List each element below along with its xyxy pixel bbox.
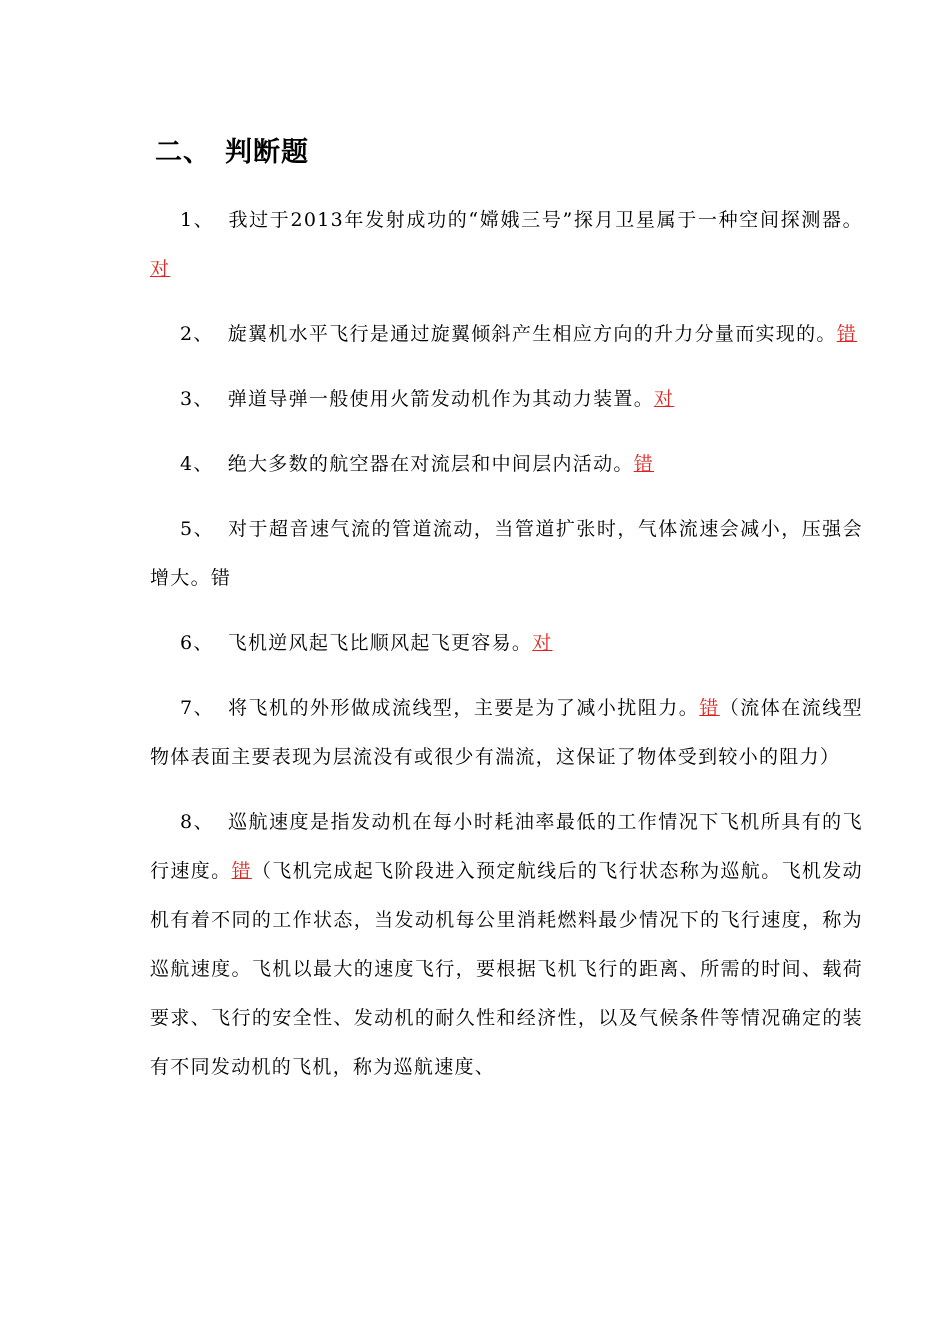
question-number: 1、 xyxy=(180,209,215,231)
question-text: 对于超音速气流的管道流动，当管道扩张时，气体流速会减小，压强会增大。 xyxy=(150,518,863,589)
question-number: 5、 xyxy=(180,518,215,540)
question-text: 旋翼机水平飞行是通过旋翼倾斜产生相应方向的升力分量而实现的。 xyxy=(227,323,837,345)
question-number: 2、 xyxy=(180,323,214,345)
answer-mark: 错 xyxy=(210,567,232,589)
answer-mark: 错 xyxy=(633,453,655,475)
question-number: 4、 xyxy=(180,453,214,475)
question-item xyxy=(150,375,863,424)
section-heading: 判断题 xyxy=(225,137,309,168)
section-title xyxy=(155,130,309,169)
question-item xyxy=(150,440,863,489)
answer-mark: 错 xyxy=(836,323,858,345)
question-text: 弹道导弹一般使用火箭发动机作为其动力装置。 xyxy=(227,388,655,410)
answer-explanation: （流体在流线型物体表面主要表现为层流没有或很少有湍流，这保证了物体受到较小的阻力） xyxy=(150,697,863,768)
section-number: 二、 xyxy=(155,137,211,168)
question-list xyxy=(150,196,863,1108)
question-item xyxy=(150,798,863,1092)
question-text: 飞机逆风起飞比顺风起飞更容易。 xyxy=(227,632,533,654)
answer-mark: 错 xyxy=(699,697,720,719)
question-number: 6、 xyxy=(180,632,214,654)
answer-mark: 对 xyxy=(654,388,675,410)
question-item xyxy=(150,619,863,668)
question-item xyxy=(150,684,863,782)
question-number: 7、 xyxy=(180,697,215,719)
answer-mark: 对 xyxy=(532,632,553,654)
question-item xyxy=(150,310,863,359)
answer-mark: 对 xyxy=(150,258,171,280)
question-number: 8、 xyxy=(180,811,215,833)
question-number: 3、 xyxy=(180,388,214,410)
question-item xyxy=(150,196,863,294)
answer-explanation: （飞机完成起飞阶段进入预定航线后的飞行状态称为巡航。飞机发动机有着不同的工作状态，当发动机每公里消耗燃料最少情况下的飞行速度，称为巡航速度。飞机以最大的速度飞行，要根据飞机飞行的距离、所需的时间、载荷要求、飞行的安全性、发动机的耐久性和经济性，以及气候条件等情况确定的装有不同发动机的飞机，称为巡航速度、 xyxy=(150,860,863,1078)
question-text: 将飞机的外形做成流线型，主要是为了减小扰阻力。 xyxy=(228,697,700,719)
answer-mark: 错 xyxy=(231,860,252,882)
question-item xyxy=(150,505,863,603)
question-text: 绝大多数的航空器在对流层和中间层内活动。 xyxy=(227,453,634,475)
question-text: 巡航速度是指发动机在每小时耗油率最低的工作情况下飞机所具有的飞行速度。 xyxy=(150,811,863,882)
question-text: 我过于2013年发射成功的“嫦娥三号”探月卫星属于一种空间探测器。 xyxy=(228,209,863,231)
